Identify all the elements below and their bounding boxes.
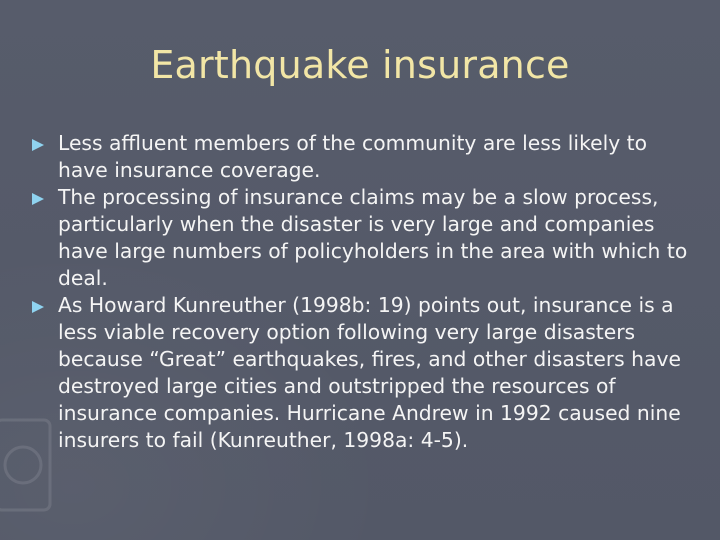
bullet-text: The processing of insurance claims may be a slow process, particularly when the disaster is very large and companies have large numbers of policyholders in the area with which to deal. <box>58 185 688 290</box>
slide-title: Earthquake insurance <box>150 43 570 87</box>
bullet-item <box>32 184 702 292</box>
bullet-list <box>32 130 702 454</box>
triangle-right-icon <box>32 139 44 151</box>
bullet-text: Less affluent members of the community are less likely to have insurance coverage. <box>58 131 648 182</box>
bullet-item <box>32 292 702 454</box>
triangle-right-icon <box>32 193 44 205</box>
triangle-right-icon <box>32 301 44 313</box>
bullet-item <box>32 130 702 184</box>
bullet-text: As Howard Kunreuther (1998b: 19) points out, insurance is a less viable recovery option following very large disasters because “Great” earthquakes, fires, and other disasters have destroyed large cities and outstripped the resources of insurance companies. Hurricane Andrew in 1992 caused nine insurers to fail (Kunreuther, 1998a: 4-5). <box>58 293 681 452</box>
